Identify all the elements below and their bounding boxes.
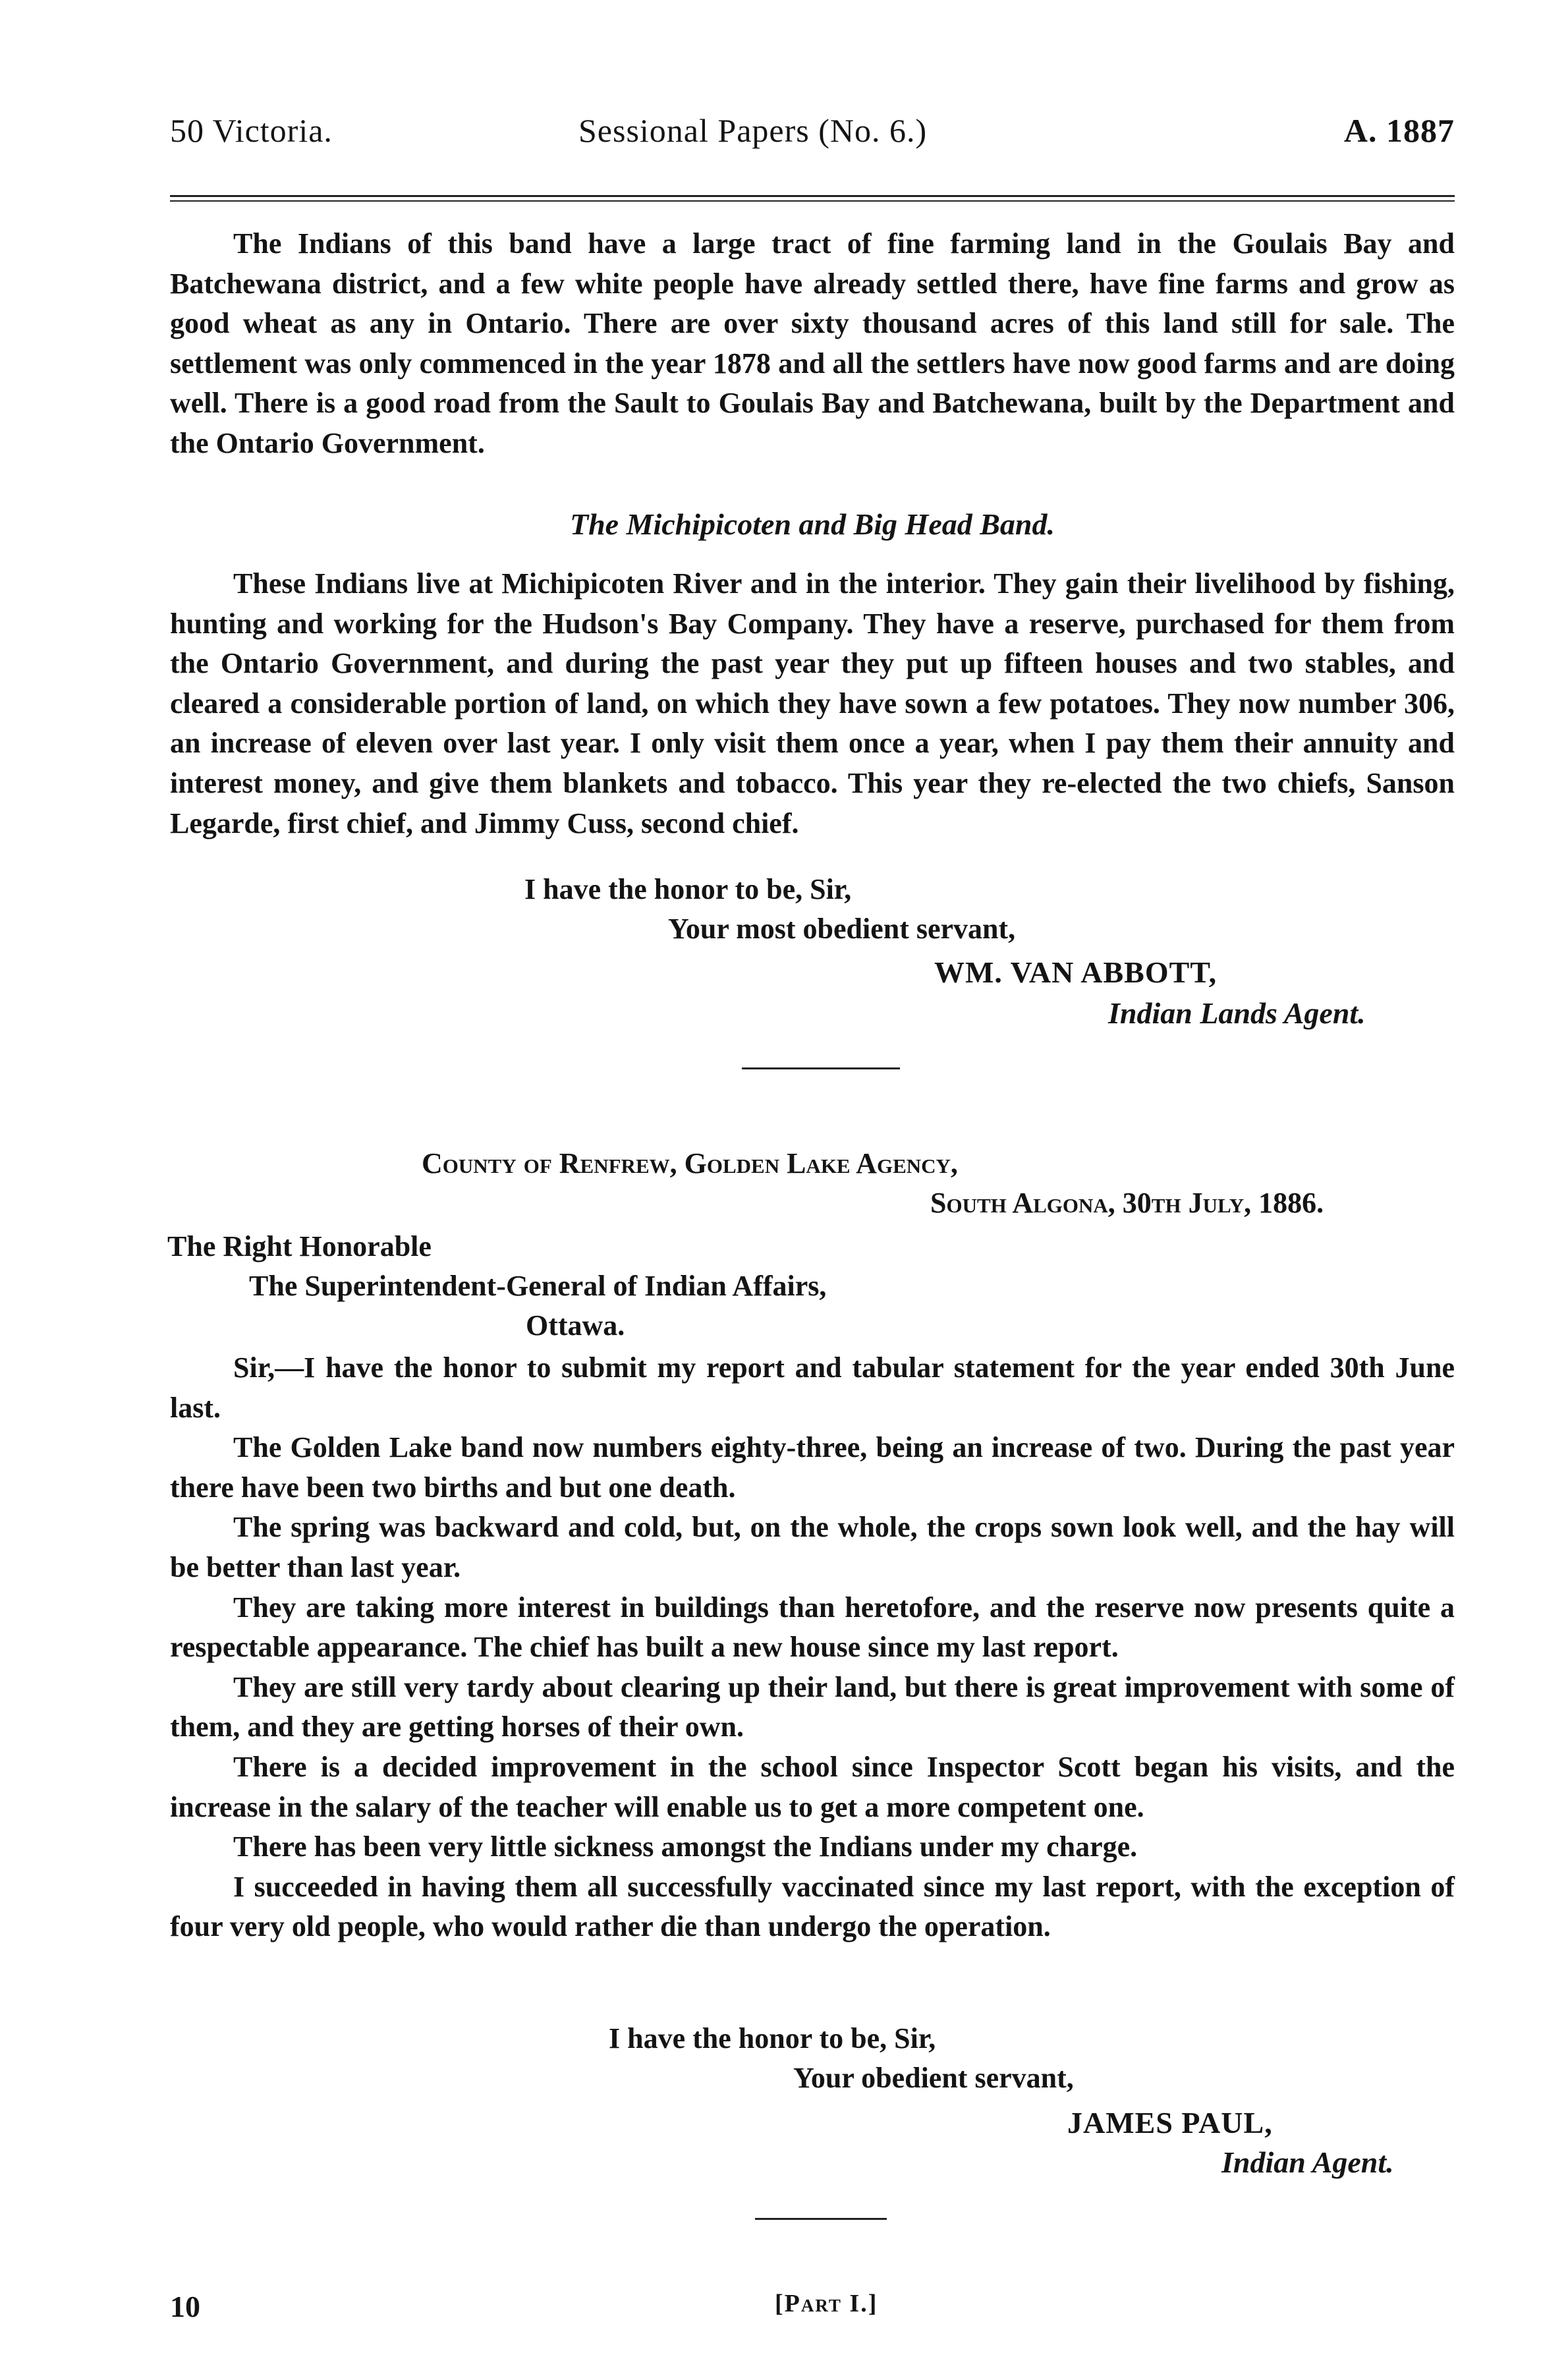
letter1-paragraph1-block: [170, 224, 1455, 464]
letter2-paragraph: There is a decided improvement in the school since Inspector Scott began his visits, and the increase in the salary of the teacher will enable us to get a more competent one.: [170, 1750, 1455, 1823]
letter2-paragraph: They are taking more interest in buildings than heretofore, and the reserve now presents quite a respectable appearance. The chief has built a new house since my last report.: [170, 1591, 1455, 1664]
header-volume: 50 Victoria.: [170, 112, 333, 149]
letter2-paragraph: I succeeded in having them all successfully vaccinated since my last report, with the exception of four very old people, who would rather die than undergo the operation.: [170, 1870, 1455, 1943]
letter2-paragraph: The spring was backward and cold, but, on the whole, the crops sown look well, and the hay will be better than last year.: [170, 1511, 1455, 1583]
letter1-paragraph2: These Indians live at Michipicoten River and in the interior. They gain their livelihood by fishing, hunting and working for the Hudson's Bay Company. They have a reserve, purchased for them from the Ontario Government, and during the past year they put up fifteen houses and two stables, and cleared a considerable portion of land, on which they have sown a few potatoes. They now number 306, an increase of eleven over last year. I only visit them once a year, when I pay them their annuity and interest money, and give them blankets and tobacco. This year they re-elected the two chiefs, Sanson Legarde, first chief, and Jimmy Cuss, second chief.: [170, 567, 1455, 839]
footer-page-number: 10: [170, 2290, 200, 2323]
letter2-paragraph: Sir,—I have the honor to submit my report and tabular statement for the year ended 30th June last.: [170, 1351, 1455, 1424]
address-line1: County of Renfrew, Golden Lake Agency,: [422, 1147, 958, 1179]
letter2-body: [170, 1348, 1455, 1947]
letter1-signature-title: Indian Lands Agent.: [1108, 996, 1366, 1030]
address-line2: [930, 1183, 1324, 1223]
letter2-paragraph: They are still very tardy about clearing up their land, but there is great improvement with some of them, and they are getting horses of their own.: [170, 1670, 1455, 1743]
recipient-line2: The Superintendent-General of Indian Affairs,: [249, 1270, 827, 1302]
letter2-paragraph: The Golden Lake band now numbers eighty-three, being an increase of two. During the past year there have been two births and but one death.: [170, 1431, 1455, 1504]
header-rule: [170, 195, 1455, 202]
letter1-signature: WM. VAN ABBOTT,: [934, 955, 1218, 989]
header-year: A. 1887: [1343, 112, 1455, 149]
address-line2-text: South Algona, 30th July, 1886.: [930, 1187, 1324, 1219]
recipient-line1: The Right Honorable: [167, 1230, 432, 1262]
letter2-paragraph: There has been very little sickness amongst the Indians under my charge.: [233, 1830, 1138, 1863]
letter1-closing2: Your most obedient servant,: [668, 913, 1016, 945]
letter2-closing1: I have the honor to be, Sir,: [609, 2022, 936, 2054]
letter2-closing2: Your obedient servant,: [793, 2062, 1074, 2094]
letter1-paragraph1: The Indians of this band have a large tract of fine farming land in the Goulais Bay and Batchewana district, and a few white people have already settled there, have fine farms and grow as good wheat as any in Ontario. There are over sixty thousand acres of this land still for sale. The settlement was only commenced in the year 1878 and all the settlers have now good farms and are doing well. There is a good road from the Sault to Goulais Bay and Batchewana, built by the Department and the Ontario Government.: [170, 227, 1455, 459]
letter2-signature-title: Indian Agent.: [1221, 2145, 1394, 2179]
recipient-line3: Ottawa.: [526, 1309, 625, 1342]
letter1-closing1: I have the honor to be, Sir,: [524, 873, 852, 905]
header-title: Sessional Papers (No. 6.): [578, 112, 928, 149]
section-title: The Michipicoten and Big Head Band.: [569, 507, 1055, 541]
footer-part: [Part I.]: [775, 2290, 878, 2317]
end-rule: [755, 2218, 887, 2220]
letter1-paragraph2-block: [170, 564, 1455, 843]
separator-rule: [742, 1067, 900, 1069]
letter2-signature: JAMES PAUL,: [1067, 2106, 1273, 2139]
